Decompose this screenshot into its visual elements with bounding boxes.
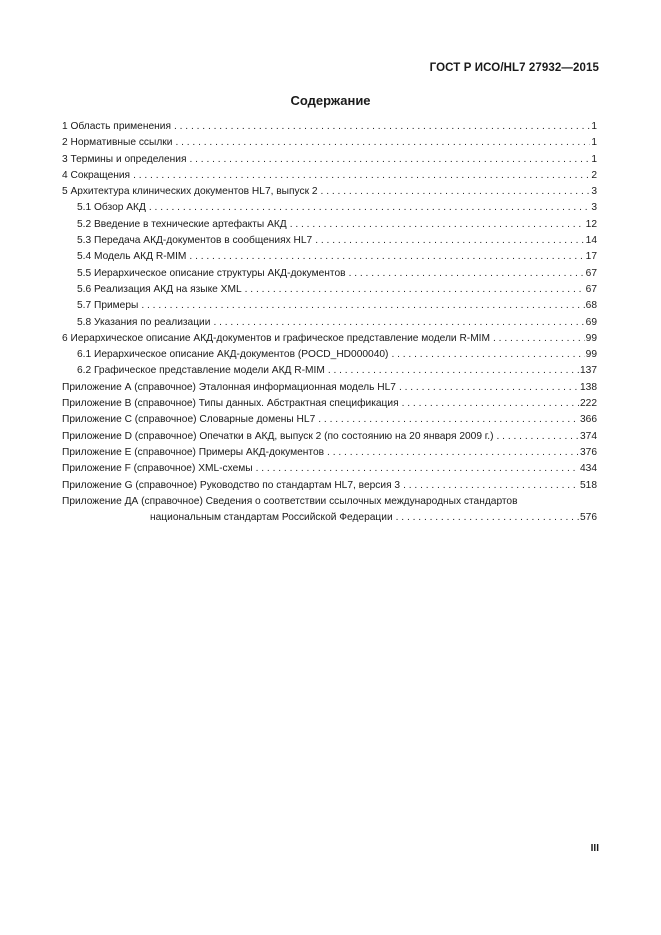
toc-entry-page: 138 xyxy=(580,381,597,393)
toc-entry[interactable] xyxy=(62,380,597,396)
toc-entry[interactable] xyxy=(62,478,597,494)
toc-entry-page: 1 xyxy=(591,121,597,132)
toc-leader-dots xyxy=(189,249,584,265)
toc-leader-dots xyxy=(403,478,579,494)
toc-entry[interactable] xyxy=(62,282,597,298)
toc-entry-label: Приложение D (справочное) Опечатки в АКД, выпуск 2 (по состоянию на 20 января 2009 г.) xyxy=(62,430,494,442)
toc-entry-label: Приложение С (справочное) Словарные домены HL7 xyxy=(62,414,316,426)
toc-entry-page: 17 xyxy=(585,251,597,263)
toc-entry[interactable] xyxy=(62,217,597,233)
toc-title: Содержание xyxy=(290,93,371,108)
toc-entry-label: 5.3 Передача АКД-документов в сообщениях HL7 xyxy=(77,235,313,247)
toc-entry-page: 222 xyxy=(580,398,597,410)
toc-leader-dots xyxy=(189,152,590,168)
toc-leader-dots xyxy=(399,380,579,396)
toc-entry-label: 5.7 Примеры xyxy=(77,300,139,312)
toc-leader-dots xyxy=(391,347,584,363)
toc-entry-line2 xyxy=(62,510,597,526)
toc-entry-line1: Приложение ДА (справочное) Сведения о соответствии ссылочных международных стандартов xyxy=(62,495,518,507)
toc-entry-page: 69 xyxy=(585,316,597,328)
toc-entry[interactable] xyxy=(62,168,597,184)
toc-entry-label: Приложение Е (справочное) Примеры АКД-документов xyxy=(62,446,325,458)
toc-leader-dots xyxy=(256,461,579,477)
toc-entry[interactable] xyxy=(62,396,597,412)
toc-entry-page: 434 xyxy=(580,463,597,475)
toc-entry-label: 6.2 Графическое представление модели АКД R-MIM xyxy=(77,365,325,377)
toc-entry[interactable] xyxy=(62,249,597,265)
toc-entry-page: 374 xyxy=(580,430,597,442)
toc-entry-label: Приложение А (справочное) Эталонная информационная модель HL7 xyxy=(62,381,396,393)
toc-entry[interactable] xyxy=(62,135,597,151)
toc-entry-annex-da[interactable] xyxy=(62,494,597,526)
toc-entry-page: 1 xyxy=(591,137,597,149)
toc-entry-page: 12 xyxy=(585,218,597,230)
toc-entry-label: 3 Термины и определения xyxy=(62,153,187,165)
toc-leader-dots xyxy=(328,363,579,379)
toc-entry[interactable] xyxy=(62,315,597,331)
toc-entry-label: национальным стандартам Российской Федерации xyxy=(150,511,393,523)
toc-entry-label: 5.8 Указания по реализации xyxy=(77,316,211,328)
toc-entry[interactable] xyxy=(62,461,597,477)
toc-entry[interactable] xyxy=(62,184,597,200)
toc-leader-dots xyxy=(245,282,585,298)
toc-entry-page: 68 xyxy=(585,300,597,312)
toc-entry[interactable] xyxy=(62,152,597,168)
toc-entry[interactable] xyxy=(62,412,597,428)
toc-leader-dots xyxy=(213,315,584,331)
toc-entry-label: 5.1 Обзор АКД xyxy=(77,202,146,214)
toc-leader-dots xyxy=(327,445,579,461)
toc-entry[interactable] xyxy=(62,200,597,216)
toc-entry-label: 5 Архитектура клинических документов HL7, выпуск 2 xyxy=(62,186,318,198)
toc-leader-dots xyxy=(133,168,590,184)
toc-entry-page: 1 xyxy=(591,153,597,165)
toc-entry-page: 376 xyxy=(580,446,597,458)
toc-entry-page: 67 xyxy=(585,267,597,279)
toc-leader-dots xyxy=(493,331,585,347)
toc-entry-page: 3 xyxy=(591,202,597,214)
standard-designation: ГОСТ Р ИСО/HL7 27932—2015 xyxy=(429,62,599,74)
toc-entry-page: 3 xyxy=(591,186,597,198)
toc-entry-page: 518 xyxy=(580,479,597,491)
toc-leader-dots xyxy=(321,184,591,200)
toc-entry[interactable] xyxy=(62,429,597,445)
toc-leader-dots xyxy=(349,266,585,282)
toc-entry-label: 5.4 Модель АКД R-MIM xyxy=(77,251,187,263)
toc-entry[interactable] xyxy=(62,266,597,282)
toc-entry-label: 5.2 Введение в технические артефакты АКД xyxy=(77,218,287,230)
toc-entry-label: Приложение G (справочное) Руководство по стандартам HL7, версия 3 xyxy=(62,479,401,491)
toc-entry-page: 366 xyxy=(580,414,597,426)
toc-entry[interactable] xyxy=(62,331,597,347)
toc-entry-label: 1 Область применения xyxy=(62,121,171,132)
toc-entry-page: 99 xyxy=(585,332,597,344)
toc-leader-dots xyxy=(315,233,584,249)
page-number: III xyxy=(590,843,599,854)
toc-entry-label: 6.1 Иерархическое описание АКД-документов (POCD_HD000040) xyxy=(77,349,389,361)
toc-leader-dots xyxy=(497,429,579,445)
toc-list xyxy=(62,119,597,494)
toc-entry[interactable] xyxy=(62,347,597,363)
toc-entry-label: 5.5 Иерархическое описание структуры АКД-документов xyxy=(77,267,346,279)
toc-leader-dots xyxy=(396,510,579,526)
toc-entry-label: 6 Иерархическое описание АКД-документов и графическое представление модели R-MIM xyxy=(62,332,490,344)
toc-entry-page: 99 xyxy=(585,349,597,361)
toc-leader-dots xyxy=(318,412,579,428)
toc-entry-label: Приложение F (справочное) XML-схемы xyxy=(62,463,253,475)
table-of-contents xyxy=(62,119,597,526)
toc-leader-dots xyxy=(402,396,579,412)
toc-entry-page: 576 xyxy=(580,511,597,523)
toc-leader-dots xyxy=(290,217,585,233)
toc-entry[interactable] xyxy=(62,233,597,249)
toc-entry-page: 67 xyxy=(585,283,597,295)
toc-leader-dots xyxy=(174,119,590,135)
toc-entry-page: 14 xyxy=(585,235,597,247)
toc-entry-label: 2 Нормативные ссылки xyxy=(62,137,173,149)
toc-entry[interactable] xyxy=(62,363,597,379)
toc-leader-dots xyxy=(149,200,590,216)
toc-entry-label: Приложение В (справочное) Типы данных. Абстрактная спецификация xyxy=(62,398,399,410)
toc-entry-page: 137 xyxy=(580,365,597,377)
toc-entry[interactable] xyxy=(62,119,597,135)
toc-entry-page: 2 xyxy=(591,169,597,181)
toc-entry[interactable] xyxy=(62,298,597,314)
toc-leader-dots xyxy=(175,135,590,151)
toc-entry[interactable] xyxy=(62,445,597,461)
toc-entry-label: 4 Сокращения xyxy=(62,169,131,181)
toc-leader-dots xyxy=(141,298,584,314)
toc-entry-label: 5.6 Реализация АКД на языке XML xyxy=(77,283,242,295)
